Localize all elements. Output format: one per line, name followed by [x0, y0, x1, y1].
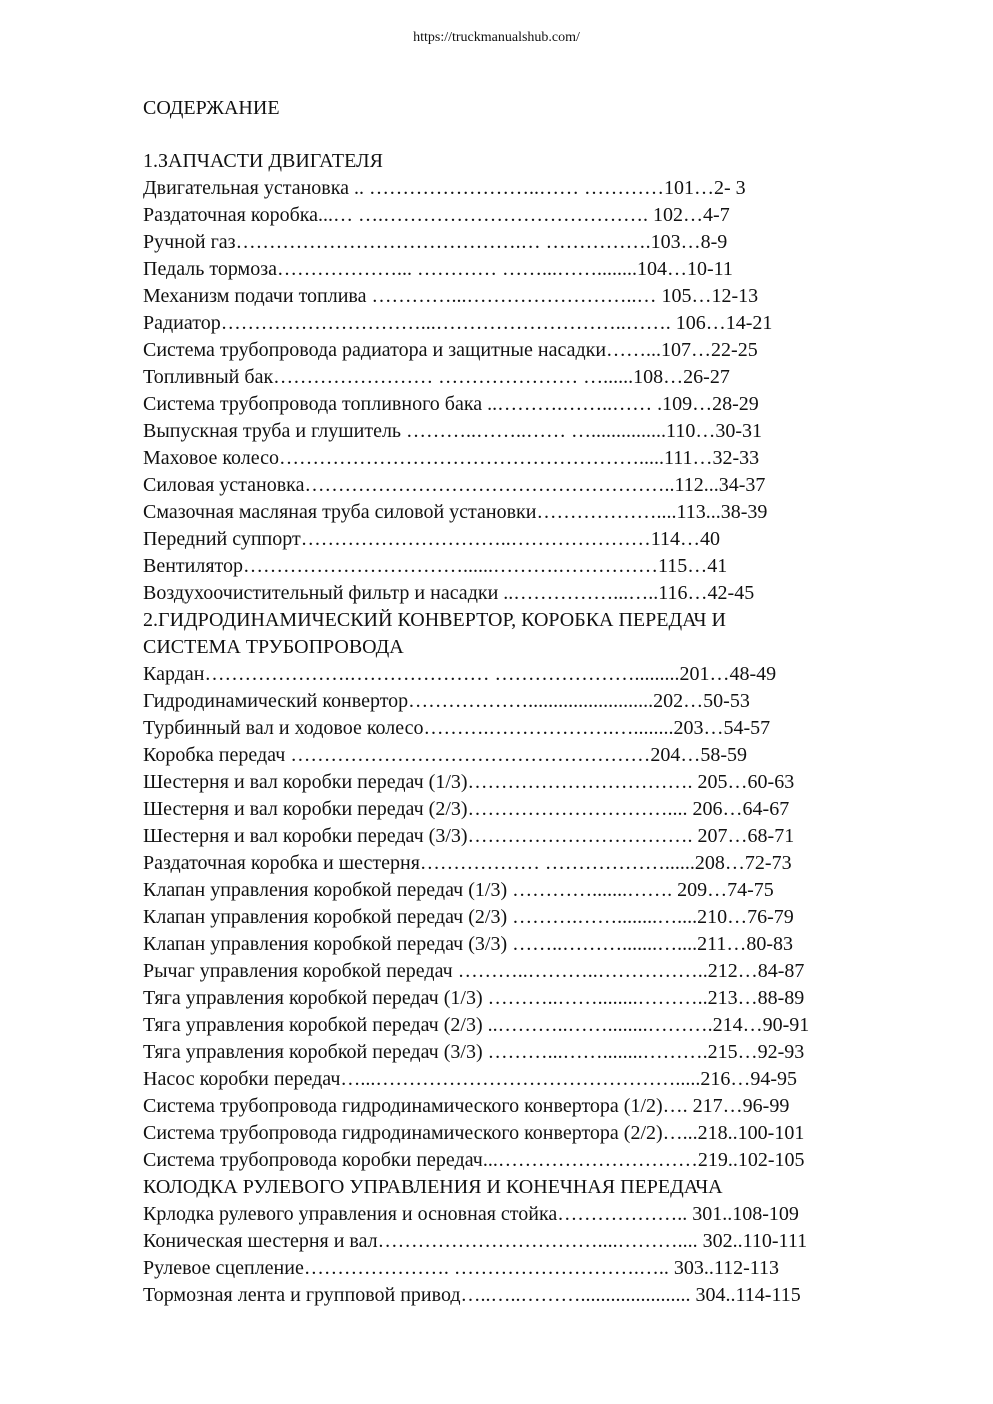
toc-line: Силовая установка………………………………………………..112...34-37 — [143, 474, 766, 496]
page-title: СОДЕРЖАНИЕ — [143, 97, 280, 119]
toc-line: Механизм подачи топлива …………...……………………..… 105…12-13 — [143, 285, 759, 307]
toc-line: Система трубопровода гидродинамического конвертора (2/2)…...218..100-101 — [143, 1122, 805, 1144]
toc-line: Рычаг управления коробкой передач ………..………..……………..212…84-87 — [143, 960, 805, 982]
toc-line: Шестерня и вал коробки передач (1/3)……………………………. 205…60-63 — [143, 771, 795, 793]
toc-line: Тяга управления коробкой передач (1/3) ………..……........………..213…88-89 — [143, 987, 805, 1009]
table-of-contents — [143, 148, 983, 1309]
source-url[interactable]: https://truckmanualshub.com/ — [413, 30, 580, 45]
toc-line: Кардан………………….………………… ………………….........201…48-49 — [143, 663, 777, 685]
toc-line: Педаль тормоза………………... ………… ……...……........104…10-11 — [143, 258, 733, 280]
toc-line: Радиатор…………………………...………………………..……. 106…14-21 — [143, 312, 773, 334]
toc-line: Крлодка рулевого управления и основная стойка……………….. 301..108-109 — [143, 1203, 799, 1225]
toc-line: Тяга управления коробкой передач (3/3) ………...……........……….215…92-93 — [143, 1041, 805, 1063]
toc-line: Насос коробки передач…...……………………………………….....216…94-95 — [143, 1068, 798, 1090]
toc-line: Клапан управления коробкой передач (1/3) ………….......……. 209…74-75 — [143, 879, 774, 901]
toc-section-heading: 1.ЗАПЧАСТИ ДВИГАТЕЛЯ — [143, 150, 383, 172]
toc-line: Раздаточная коробка и шестерня……………… ………………......208…72-73 — [143, 852, 792, 874]
toc-line: Двигательная установка .. ……………………..…… …………101…2- 3 — [143, 177, 746, 199]
toc-line: Тормозная лента и групповой привод…..…..………...................... 304..114-115 — [143, 1284, 801, 1306]
toc-line: Система трубопровода топливного бака ..……….……..…… .109…28-29 — [143, 393, 759, 415]
toc-line: Передний суппорт…………………………..…………………114…40 — [143, 528, 720, 550]
toc-line: Клапан управления коробкой передач (2/3) ……….……........…....210…76-79 — [143, 906, 794, 928]
toc-line: Ручной газ…………………………………….… …………….103…8-9 — [143, 231, 728, 253]
toc-line: Тяга управления коробкой передач (2/3) ..………..……........……….214…90-91 — [143, 1014, 810, 1036]
toc-line: Маховое колесо……………………………………………….....111…32-33 — [143, 447, 760, 469]
toc-line: Раздаточная коробка...… ….…………………………………. 102…4-7 — [143, 204, 730, 226]
toc-line: Рулевое сцепление…………………. ……………………….….. 303..112-113 — [143, 1257, 780, 1279]
toc-line: Коническая шестерня и вал……………………………....……….... 302..110-111 — [143, 1230, 808, 1252]
toc-line: Система трубопровода радиатора и защитные насадки……...107…22-25 — [143, 339, 758, 361]
toc-line: Гидродинамический конвертор……………….........................202…50-53 — [143, 690, 750, 712]
toc-line: Система трубопровода коробки передач...…………………………219..102-105 — [143, 1149, 805, 1171]
toc-line: Система трубопровода гидродинамического конвертора (1/2)…. 217…96-99 — [143, 1095, 790, 1117]
toc-line: Коробка передач ………………………………………………204…58-59 — [143, 744, 747, 766]
toc-line: Смазочная масляная труба силовой установки………………....113...38-39 — [143, 501, 768, 523]
toc-section-heading: КОЛОДКА РУЛЕВОГО УПРАВЛЕНИЯ И КОНЕЧНАЯ ПЕРЕДАЧА — [143, 1176, 723, 1198]
toc-section-heading: 2.ГИДРОДИНАМИЧЕСКИЙ КОНВЕРТОР, КОРОБКА ПЕРЕДАЧ И — [143, 609, 726, 631]
toc-section-heading: СИСТЕМА ТРУБОПРОВОДА — [143, 636, 404, 658]
toc-line: Топливный бак…………………… ………………… …......108…26-27 — [143, 366, 730, 388]
toc-line: Воздухоочистительный фильтр и насадки ..……………...…..116…42-45 — [143, 582, 755, 604]
toc-line: Турбинный вал и ходовое колесо……….……………….…........203…54-57 — [143, 717, 771, 739]
toc-line: Вентилятор……………………………......……….……………115…41 — [143, 555, 728, 577]
toc-line: Шестерня и вал коробки передач (2/3)………………………….... 206…64-67 — [143, 798, 790, 820]
toc-line: Шестерня и вал коробки передач (3/3)……………………………. 207…68-71 — [143, 825, 795, 847]
toc-line: Выпускная труба и глушитель ………..……..…… …...............110…30-31 — [143, 420, 762, 442]
toc-line: Клапан управления коробкой передач (3/3) ……..……….......…....211…80-83 — [143, 933, 794, 955]
